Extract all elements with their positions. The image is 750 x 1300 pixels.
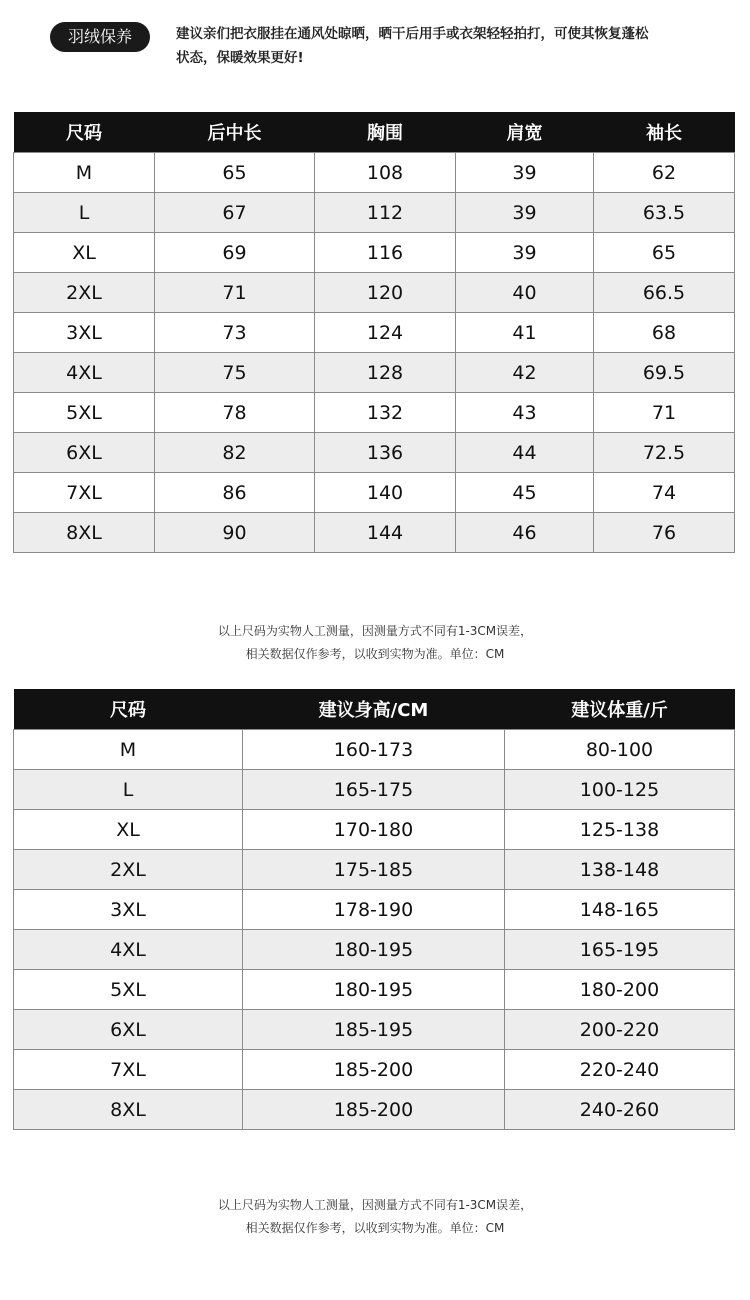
table-cell: 42 xyxy=(456,353,594,393)
table-row xyxy=(14,730,735,770)
table-cell: 8XL xyxy=(14,513,155,553)
header-chest: 胸围 xyxy=(315,112,456,153)
recommendation-table xyxy=(13,689,735,1130)
table-cell: 41 xyxy=(456,313,594,353)
table-cell: 116 xyxy=(315,233,456,273)
table-cell: 71 xyxy=(594,393,735,433)
table-cell: 67 xyxy=(155,193,315,233)
table-row xyxy=(14,433,735,473)
table-cell: M xyxy=(14,730,243,770)
table-cell: 65 xyxy=(594,233,735,273)
table-cell: 76 xyxy=(594,513,735,553)
table-cell: 7XL xyxy=(14,1050,243,1090)
table-cell: 39 xyxy=(456,153,594,193)
table-cell: 46 xyxy=(456,513,594,553)
table-cell: 3XL xyxy=(14,890,243,930)
table-row xyxy=(14,770,735,810)
table-cell: 178-190 xyxy=(243,890,505,930)
table-row xyxy=(14,850,735,890)
table-cell: 2XL xyxy=(14,850,243,890)
table-row xyxy=(14,473,735,513)
table-cell: 5XL xyxy=(14,393,155,433)
table-cell: 165-175 xyxy=(243,770,505,810)
table-row xyxy=(14,890,735,930)
table-cell: M xyxy=(14,153,155,193)
table-row xyxy=(14,193,735,233)
table-cell: 138-148 xyxy=(505,850,735,890)
table-cell: 69 xyxy=(155,233,315,273)
table-cell: 45 xyxy=(456,473,594,513)
table-cell: 185-200 xyxy=(243,1090,505,1130)
table-row xyxy=(14,233,735,273)
table-cell: 165-195 xyxy=(505,930,735,970)
header-size: 尺码 xyxy=(14,112,155,153)
table-row xyxy=(14,970,735,1010)
table-cell: 6XL xyxy=(14,1010,243,1050)
care-text-line: 建议亲们把衣服挂在通风处晾晒，晒干后用手或衣架轻轻拍打，可使其恢复蓬松 xyxy=(176,26,649,42)
table-cell: 7XL xyxy=(14,473,155,513)
table-row xyxy=(14,313,735,353)
table-cell: L xyxy=(14,770,243,810)
table-row xyxy=(14,930,735,970)
table-cell: 128 xyxy=(315,353,456,393)
table-cell: 100-125 xyxy=(505,770,735,810)
table-cell: 240-260 xyxy=(505,1090,735,1130)
table-cell: 73 xyxy=(155,313,315,353)
note-line: 相关数据仅作参考，以收到实物为准。单位：CM xyxy=(245,1221,505,1235)
care-text xyxy=(176,22,736,70)
note-line: 相关数据仅作参考，以收到实物为准。单位：CM xyxy=(245,647,505,661)
header-back-length: 后中长 xyxy=(155,112,315,153)
table-cell: 75 xyxy=(155,353,315,393)
table-cell: 180-200 xyxy=(505,970,735,1010)
table-cell: 62 xyxy=(594,153,735,193)
table-cell: 63.5 xyxy=(594,193,735,233)
table-cell: 40 xyxy=(456,273,594,313)
table-row xyxy=(14,1010,735,1050)
table-row xyxy=(14,153,735,193)
table-cell: 44 xyxy=(456,433,594,473)
table-cell: 108 xyxy=(315,153,456,193)
table-cell: 2XL xyxy=(14,273,155,313)
table-header-row xyxy=(14,689,735,730)
table-row xyxy=(14,273,735,313)
table-row xyxy=(14,513,735,553)
table-cell: 4XL xyxy=(14,930,243,970)
table-row xyxy=(14,353,735,393)
table-header-row xyxy=(14,112,735,153)
table-cell: 112 xyxy=(315,193,456,233)
table-cell: 170-180 xyxy=(243,810,505,850)
table-cell: 124 xyxy=(315,313,456,353)
table-cell: 132 xyxy=(315,393,456,433)
table-cell: 175-185 xyxy=(243,850,505,890)
table-cell: 180-195 xyxy=(243,930,505,970)
table-cell: 4XL xyxy=(14,353,155,393)
garment-size-table xyxy=(13,112,735,553)
measurement-note xyxy=(0,620,750,666)
table-cell: 43 xyxy=(456,393,594,433)
table-cell: 66.5 xyxy=(594,273,735,313)
table-row xyxy=(14,1050,735,1090)
table-cell: 71 xyxy=(155,273,315,313)
header-sleeve: 袖长 xyxy=(594,112,735,153)
table-cell: 185-200 xyxy=(243,1050,505,1090)
header-height: 建议身高/CM xyxy=(243,689,505,730)
table-cell: 148-165 xyxy=(505,890,735,930)
note-line: 以上尺码为实物人工测量，因测量方式不同有1-3CM误差， xyxy=(217,1198,533,1212)
table-cell: 69.5 xyxy=(594,353,735,393)
table-cell: 144 xyxy=(315,513,456,553)
table-cell: 39 xyxy=(456,233,594,273)
table-cell: XL xyxy=(14,233,155,273)
measurement-note xyxy=(0,1194,750,1240)
table-cell: 5XL xyxy=(14,970,243,1010)
table-row xyxy=(14,810,735,850)
table-cell: 3XL xyxy=(14,313,155,353)
table-cell: L xyxy=(14,193,155,233)
note-line: 以上尺码为实物人工测量，因测量方式不同有1-3CM误差， xyxy=(217,624,533,638)
table-cell: 74 xyxy=(594,473,735,513)
header-shoulder: 肩宽 xyxy=(456,112,594,153)
table-cell: 180-195 xyxy=(243,970,505,1010)
table-cell: 125-138 xyxy=(505,810,735,850)
table-cell: 72.5 xyxy=(594,433,735,473)
table-cell: 82 xyxy=(155,433,315,473)
care-badge: 羽绒保养 xyxy=(50,22,150,52)
table-cell: 8XL xyxy=(14,1090,243,1130)
table-cell: 136 xyxy=(315,433,456,473)
table-cell: 140 xyxy=(315,473,456,513)
table-cell: 220-240 xyxy=(505,1050,735,1090)
table-cell: 160-173 xyxy=(243,730,505,770)
table-cell: 200-220 xyxy=(505,1010,735,1050)
table-row xyxy=(14,393,735,433)
table-row xyxy=(14,1090,735,1130)
header-weight: 建议体重/斤 xyxy=(505,689,735,730)
table-cell: 78 xyxy=(155,393,315,433)
table-cell: 80-100 xyxy=(505,730,735,770)
header-size: 尺码 xyxy=(14,689,243,730)
table-cell: XL xyxy=(14,810,243,850)
table-cell: 65 xyxy=(155,153,315,193)
table-cell: 185-195 xyxy=(243,1010,505,1050)
table-cell: 6XL xyxy=(14,433,155,473)
table-cell: 39 xyxy=(456,193,594,233)
table-cell: 86 xyxy=(155,473,315,513)
table-cell: 120 xyxy=(315,273,456,313)
table-cell: 90 xyxy=(155,513,315,553)
care-text-line: 状态，保暖效果更好! xyxy=(176,50,304,66)
table-cell: 68 xyxy=(594,313,735,353)
